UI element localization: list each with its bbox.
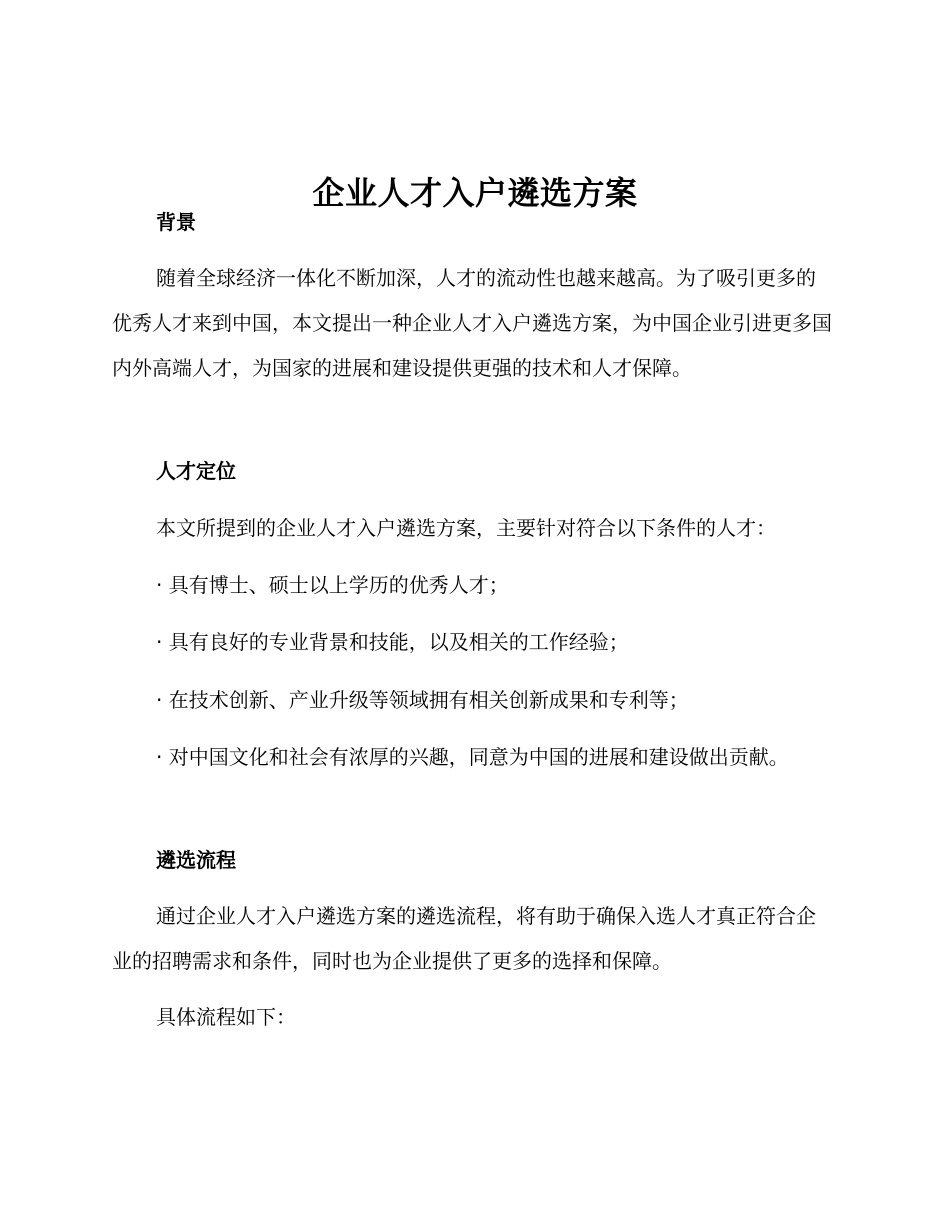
section-heading-positioning: 人才定位 bbox=[156, 459, 236, 483]
bullet-item: · 在技术创新、产业升级等领域拥有相关创新成果和专利等； bbox=[156, 688, 689, 712]
paragraph-background: 随着全球经济一体化不断加深，人才的流动性也越来越高。为了吸引更多的优秀人才来到中国，本文提出一种企业人才入户遴选方案，为中国企业引进更多国内外高端人才，为国家的进展和建设提供更强的技术和人才保障。 bbox=[112, 266, 832, 380]
page-title: 企业人才入户遴选方案 bbox=[312, 174, 638, 213]
paragraph-process-followup: 具体流程如下： bbox=[156, 1005, 296, 1029]
paragraph-process: 通过企业人才入户遴选方案的遴选流程，将有助于确保入选人才真正符合企业的招聘需求和条件，同时也为企业提供了更多的选择和保障。 bbox=[112, 904, 816, 973]
bullet-item: · 具有博士、硕士以上学历的优秀人才； bbox=[156, 573, 509, 597]
section-heading-background: 背景 bbox=[156, 210, 196, 234]
section-heading-process: 遴选流程 bbox=[156, 848, 236, 872]
bullet-item: · 具有良好的专业背景和技能，以及相关的工作经验； bbox=[156, 630, 629, 654]
bullet-item: · 对中国文化和社会有浓厚的兴趣，同意为中国的进展和建设做出贡献。 bbox=[156, 745, 789, 769]
paragraph-positioning-intro: 本文所提到的企业人才入户遴选方案，主要针对符合以下条件的人才： bbox=[156, 516, 776, 540]
